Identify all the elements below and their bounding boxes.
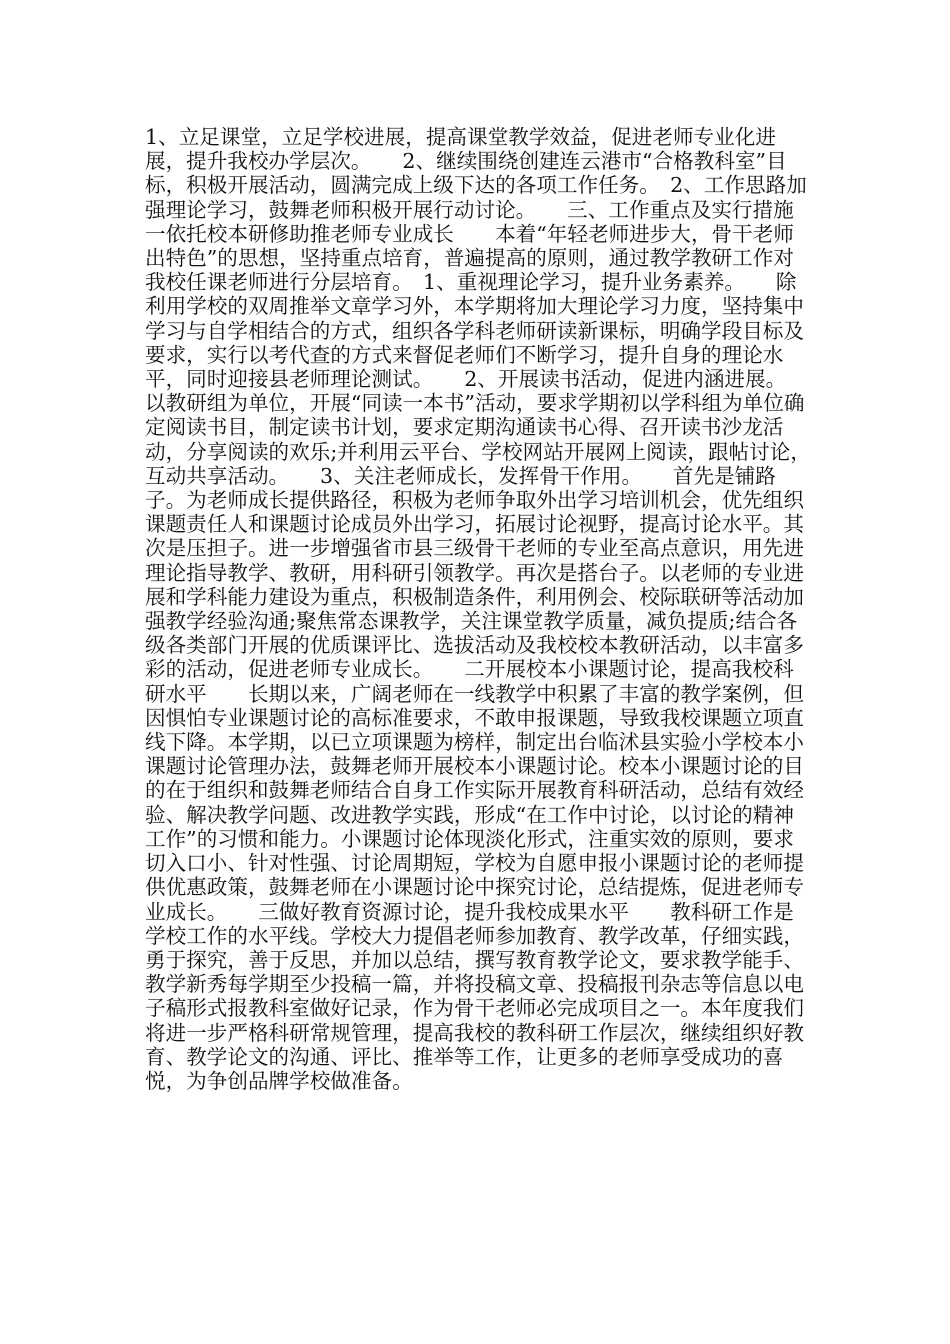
- document-body-text: 1、立足课堂，立足学校进展，提高课堂教学效益，促进老师专业化进展，提升我校办学层次。 2、继续围绕创建连云港市“合格教科室”目标，积极开展活动，圆满完成上级下达的各项工作任务。 2、工作思路加强理论学习，鼓舞老师积极开展行动讨论。 三、工作重点及实行措施 一依托校本研修助推老师专业成长 本着“年轻老师进步大，骨干老师出特色”的思想，坚持重点培育，普遍提高的原则，通过教学教研工作对我校任课老师进行分层培育。 1、重视理论学习，提升业务素养。 除利用学校的双周推举文章学习外，本学期将加大理论学习力度，坚持集中学习与自学相结合的方式，组织各学科老师研读新课标，明确学段目标及要求，实行以考代查的方式来督促老师们不断学习，提升自身的理论水平，同时迎接县老师理论测试。 2、开展读书活动，促进内涵进展。 以教研组为单位，开展“同读一本书”活动，要求学期初以学科组为单位确定阅读书目，制定读书计划，要求定期沟通读书心得、召开读书沙龙活动，分享阅读的欢乐;并利用云平台、学校网站开展网上阅读，跟帖讨论，互动共享活动。 3、关注老师成长，发挥骨干作用。 首先是铺路子。为老师成长提供路径，积极为老师争取外出学习培训机会，优先组织课题责任人和课题讨论成员外出学习，拓展讨论视野，提高讨论水平。其次是压担子。进一步增强省市县三级骨干老师的专业至高点意识，用先进理论指导教学、教研，用科研引领教学。再次是搭台子。以老师的专业进展和学科能力建设为重点，积极制造条件，利用例会、校际联研等活动加强教学经验沟通;聚焦常态课教学，关注课堂教学质量，减负提质;结合各级各类部门开展的优质课评比、选拔活动及我校校本教研活动，以丰富多彩的活动，促进老师专业成长。 二开展校本小课题讨论，提高我校科研水平 长期以来，广阔老师在一线教学中积累了丰富的教学案例，但因惧怕专业课题讨论的高标准要求，不敢申报课题，导致我校课题立项直线下降。本学期，以已立项课题为榜样，制定出台临沭县实验小学校本小课题讨论管理办法，鼓舞老师开展校本小课题讨论。校本小课题讨论的目的在于组织和鼓舞老师结合自身工作实际开展教育科研活动，总结有效经验、解决教学问题、改进教学实践，形成“在工作中讨论，以讨论的精神工作”的习惯和能力。小课题讨论体现淡化形式，注重实效的原则，要求切入口小、针对性强、讨论周期短，学校为自愿申报小课题讨论的老师提供优惠政策，鼓舞老师在小课题讨论中探究讨论，总结提炼，促进老师专业成长。 三做好教育资源讨论，提升我校成果水平 教科研工作是学校工作的水平线。学校大力提倡老师参加教育、教学改革，仔细实践，勇于探究，善于反思，并加以总结，撰写教育教学论文，要求教学能手、教学新秀每学期至少投稿一篇，并将投稿文章、投稿报刊杂志等信息以电子稿形式报教科室做好记录，作为骨干老师必完成项目之一。本年度我们将进一步严格科研常规管理，提高我校的教科研工作层次，继续组织好教育、教学论文的沟通、评比、推举等工作，让更多的老师享受成功的喜悦，为争创品牌学校做准备。: [145, 125, 835, 1093]
